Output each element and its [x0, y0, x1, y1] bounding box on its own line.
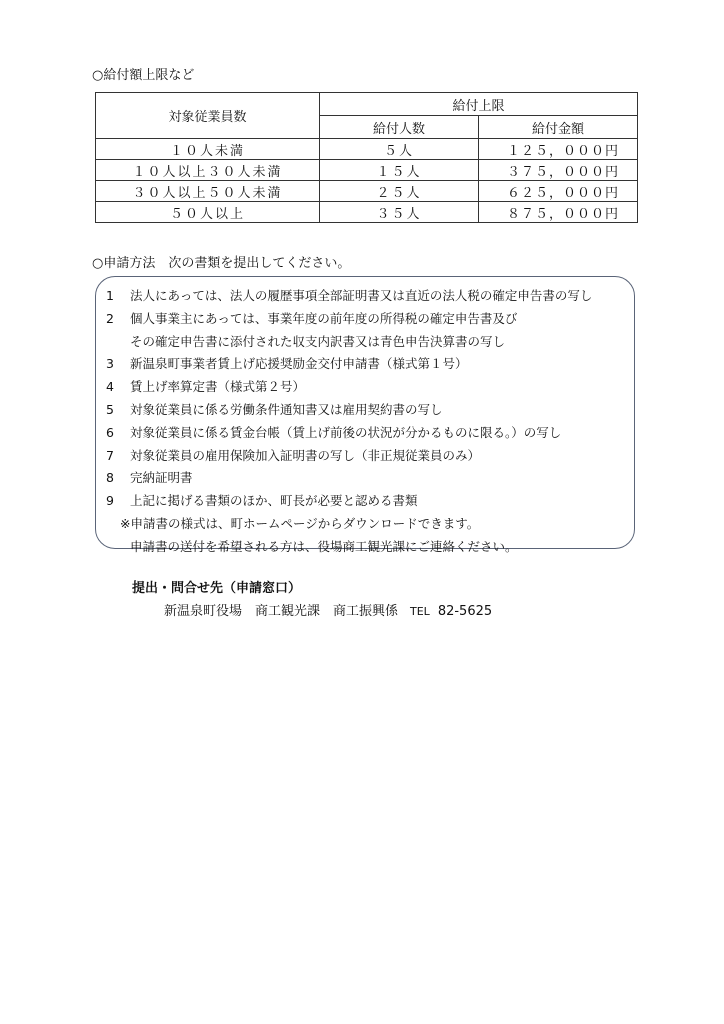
employees-cell: １０人以上３０人未満: [96, 160, 320, 181]
item-number: 1: [106, 288, 114, 303]
item-number: 4: [106, 379, 114, 395]
amount-cell: １２５，０００円: [479, 139, 638, 160]
item-number: 6: [106, 424, 114, 440]
item-text: 上記に掲げる書類のほか、町長が必要と認める書類: [130, 493, 418, 509]
item-text: 個人事業主にあっては、事業年度の前年度の所得税の確定申告書及び: [130, 310, 518, 326]
item-number: 5: [106, 401, 114, 417]
table-row: [96, 139, 638, 160]
employees-cell: １０人未満: [96, 139, 320, 160]
contact-title: 提出・問合せ先（申請窓口）: [132, 581, 302, 596]
item-text: 対象従業員に係る賃金台帳（賃上げ前後の状況が分かるものに限る。）の写し: [130, 424, 562, 440]
table-row: [96, 181, 638, 202]
required-documents-box: [95, 276, 635, 554]
persons-cell: ２５人: [320, 181, 479, 202]
apply-section-title: ○申請方法 次の書類を提出してください。: [92, 256, 351, 271]
persons-cell: １５人: [320, 160, 479, 181]
item-number: 7: [106, 447, 114, 463]
item-number: 9: [106, 493, 114, 509]
tel-label: TEL: [410, 605, 430, 618]
amount-cell: ３７５，０００円: [479, 160, 638, 181]
list-item: [96, 376, 634, 399]
list-item: [96, 353, 634, 376]
item-text: 法人にあっては、法人の履歴事項全部証明書又は直近の法人税の確定申告書の写し: [130, 288, 593, 303]
item-text: 賃上げ率算定書（様式第２号）: [130, 379, 306, 395]
item-number: 8: [106, 470, 114, 486]
list-item: [96, 308, 634, 331]
header-amount: 給付金額: [479, 116, 638, 139]
list-item: [96, 467, 634, 490]
contact-line: [164, 600, 492, 619]
list-item: [96, 445, 634, 468]
table-row: [96, 202, 638, 223]
item-number: 3: [106, 356, 114, 372]
table-row: [96, 160, 638, 181]
persons-cell: ５人: [320, 139, 479, 160]
employees-cell: ５０人以上: [96, 202, 320, 223]
item-text: 対象従業員に係る労働条件通知書又は雇用契約書の写し: [130, 401, 443, 417]
item-number: [96, 331, 130, 354]
list-item: [96, 422, 634, 445]
amount-cell: ８７５，０００円: [479, 202, 638, 223]
mail-request-note: 申請書の送付を希望される方は、役場商工観光課にご連絡ください。: [130, 538, 518, 554]
persons-cell: ３５人: [320, 202, 479, 223]
benefit-limit-table: [95, 92, 638, 223]
contact-office: 新温泉町役場 商工観光課 商工振興係: [164, 604, 399, 619]
item-text: その確定申告書に添付された収支内訳書又は青色申告決算書の写し: [130, 333, 506, 349]
item-number: 2: [106, 310, 114, 326]
item-text: 対象従業員の雇用保険加入証明書の写し（非正規従業員のみ）: [130, 447, 481, 463]
header-limit: 給付上限: [320, 93, 638, 116]
employees-cell: ３０人以上５０人未満: [96, 181, 320, 202]
header-persons: 給付人数: [320, 116, 479, 139]
tel-number: 82-5625: [437, 604, 493, 619]
list-item: [96, 490, 634, 513]
required-documents-list: [96, 277, 634, 513]
header-employees: 対象従業員数: [96, 93, 320, 139]
item-text: 完納証明書: [130, 470, 193, 486]
list-item: [96, 399, 634, 422]
item-text: 新温泉町事業者賃上げ応援奨励金交付申請書（様式第１号）: [130, 356, 468, 372]
limit-section-title: ○給付額上限など: [92, 68, 195, 83]
list-item: [96, 331, 634, 354]
amount-cell: ６２５，０００円: [479, 181, 638, 202]
list-item: [96, 285, 634, 308]
download-note: ※申請書の様式は、町ホームページからダウンロードできます。: [120, 515, 480, 531]
